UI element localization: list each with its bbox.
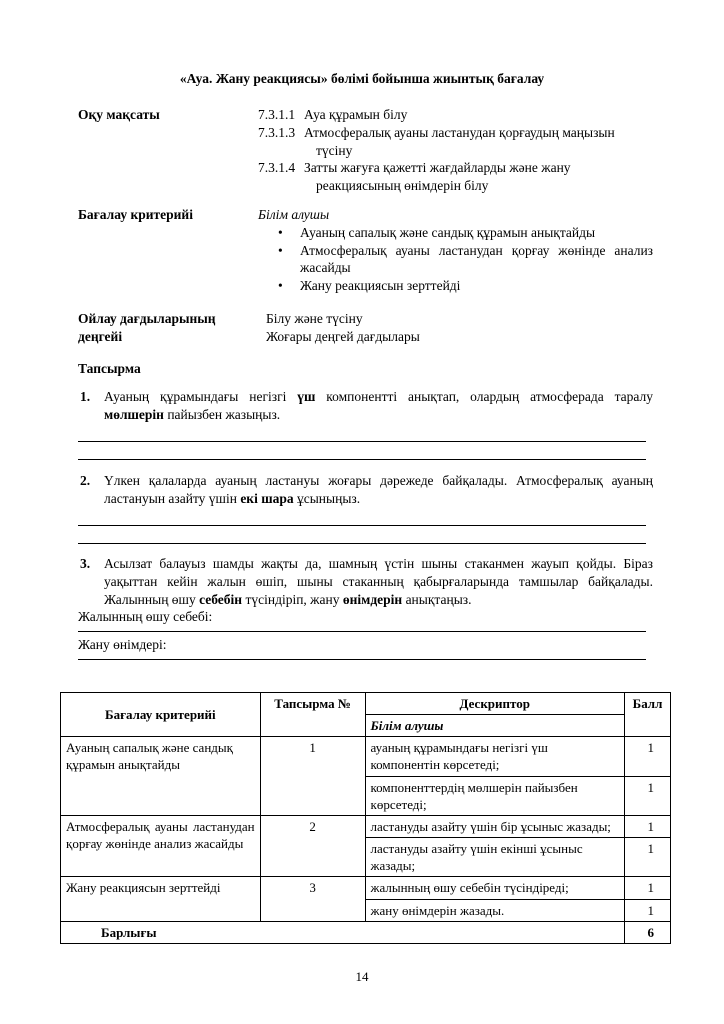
total-score: 6 [624, 921, 670, 943]
score-cell: 1 [624, 877, 670, 899]
task-3 [78, 555, 653, 660]
objective-text: Атмосфералық ауаны ластанудан қорғаудың маңызын [304, 124, 615, 140]
answer-line[interactable] [78, 526, 646, 544]
table-row [61, 877, 671, 899]
objective-text: Ауа құрамын білу [304, 107, 408, 122]
objectives-list [258, 106, 653, 195]
table-row [61, 815, 671, 837]
thinking-skills-label: Ойлау дағдыларының деңгейі [78, 311, 216, 344]
descriptor-cell: ластануды азайту үшін екінші ұсыныс жазады; [365, 838, 624, 877]
objective-code: 7.3.1.4 [258, 160, 296, 176]
objective-text-continued: реакциясының өнімдерін білу [316, 178, 489, 194]
answer-line[interactable] [78, 508, 646, 526]
total-row [61, 921, 671, 943]
bullet-icon: • [278, 242, 283, 258]
bullet-icon: • [278, 224, 283, 240]
document-title: «Ауа. Жану реакциясы» бөлімі бойынша жиынтық бағалау [179, 71, 545, 86]
objective-text-continued: түсіну [316, 142, 353, 158]
thinking-skills-section [78, 310, 653, 346]
score-cell: 1 [624, 776, 670, 815]
task-text: Үлкен қалаларда ауаның ластануы жоғары дәрежеде байқалады. Атмосфералық ауаның ластануын азайту үшін екі шара ұсыныңыз. [104, 473, 653, 506]
header-score: Балл [624, 693, 670, 737]
score-cell: 1 [624, 899, 670, 921]
header-descriptor: Дескриптор [365, 693, 624, 715]
criteria-item: • Жану реакциясын зерттейді [278, 278, 461, 294]
task-text: Ауаның құрамындағы негізгі үш компонентті анықтап, олардың атмосферада таралу мөлшерін пайызбен жазыңыз. [104, 389, 653, 422]
criteria-label: Бағалау критерийі [78, 207, 193, 222]
criteria-section [78, 206, 653, 295]
objective-text: Затты жағуға қажетті жағдайларды және жану [304, 160, 571, 176]
answer-line[interactable] [78, 424, 646, 442]
task-number: 2. [80, 473, 91, 488]
criterion-cell: Ауаның сапалық және сандық құрамын анықтайды [61, 737, 261, 816]
task-1 [78, 388, 653, 460]
thinking-skills-levels [258, 310, 653, 346]
page-number: 14 [355, 969, 369, 984]
score-cell: 1 [624, 737, 670, 776]
total-label: Барлығы [61, 921, 625, 943]
descriptor-cell: жану өнімдерін жазады. [365, 899, 624, 921]
header-criterion: Бағалау критерийі [61, 693, 261, 737]
task-2 [78, 472, 653, 544]
score-cell: 1 [624, 838, 670, 877]
task-number-cell: 3 [260, 877, 365, 921]
criteria-item: • Атмосфералық ауаны ластанудан қорғау жөнінде анализ жасайды [278, 242, 653, 276]
criterion-cell: Жану реакциясын зерттейді [61, 877, 261, 921]
thinking-level: Жоғары деңгей дағдылары [266, 328, 420, 344]
thinking-level: Білу және түсіну [266, 311, 363, 326]
objective-code: 7.3.1.3 [258, 124, 296, 140]
rubric-table [60, 692, 671, 944]
combustion-products-label: Жану өнімдері: [78, 637, 167, 653]
descriptor-cell: компоненттердің мөлшерін пайызбен көрсетеді; [365, 776, 624, 815]
criteria-item: • Ауаның сапалық және сандық құрамын анықтайды [278, 224, 596, 240]
objective-item [258, 124, 653, 142]
task-number-cell: 2 [260, 815, 365, 876]
objectives-section [78, 106, 653, 195]
flame-reason-label: Жалынның өшу себебі: [78, 609, 213, 625]
objective-item [258, 159, 653, 177]
table-row [61, 737, 671, 776]
criteria-body [258, 206, 653, 295]
header-descriptor-sub: Білім алушы [365, 715, 624, 737]
criterion-cell: Атмосфералық ауаны ластанудан қорғау жөнінде анализ жасайды [61, 815, 261, 876]
objective-code: 7.3.1.1 [258, 107, 296, 122]
task-number: 1. [80, 389, 91, 404]
descriptor-cell: ауаның құрамындағы негізгі үш компонентін көрсетеді; [365, 737, 624, 776]
task-number-cell: 1 [260, 737, 365, 816]
answer-line[interactable] [78, 626, 646, 632]
objectives-label: Оқу мақсаты [78, 107, 160, 122]
score-cell: 1 [624, 815, 670, 837]
tasks-heading: Тапсырма [78, 361, 141, 376]
descriptor-cell: ластануды азайту үшін бір ұсыныс жазады; [365, 815, 624, 837]
rubric-header-row [61, 693, 671, 715]
objective-item [258, 106, 653, 124]
bullet-icon: • [278, 278, 283, 294]
criteria-list [258, 224, 653, 295]
answer-line[interactable] [78, 442, 646, 460]
task-text: Асылзат балауыз шамды жақты да, шамның үстін шыны стаканмен жауып қойды. Біраз уақыттан кейін жалын өшіп, шыны стаканның қабырғаларында тамшылар байқалады. Жалынның өшу себебін түсіндіріп, жану өнімдерін анықтаңыз. [104, 556, 653, 607]
header-task-number: Тапсырма № [260, 693, 365, 737]
descriptor-cell: жалынның өшу себебін түсіндіреді; [365, 877, 624, 899]
criteria-intro: Білім алушы [258, 207, 330, 222]
answer-line[interactable] [78, 654, 646, 660]
task-number: 3. [80, 556, 91, 571]
